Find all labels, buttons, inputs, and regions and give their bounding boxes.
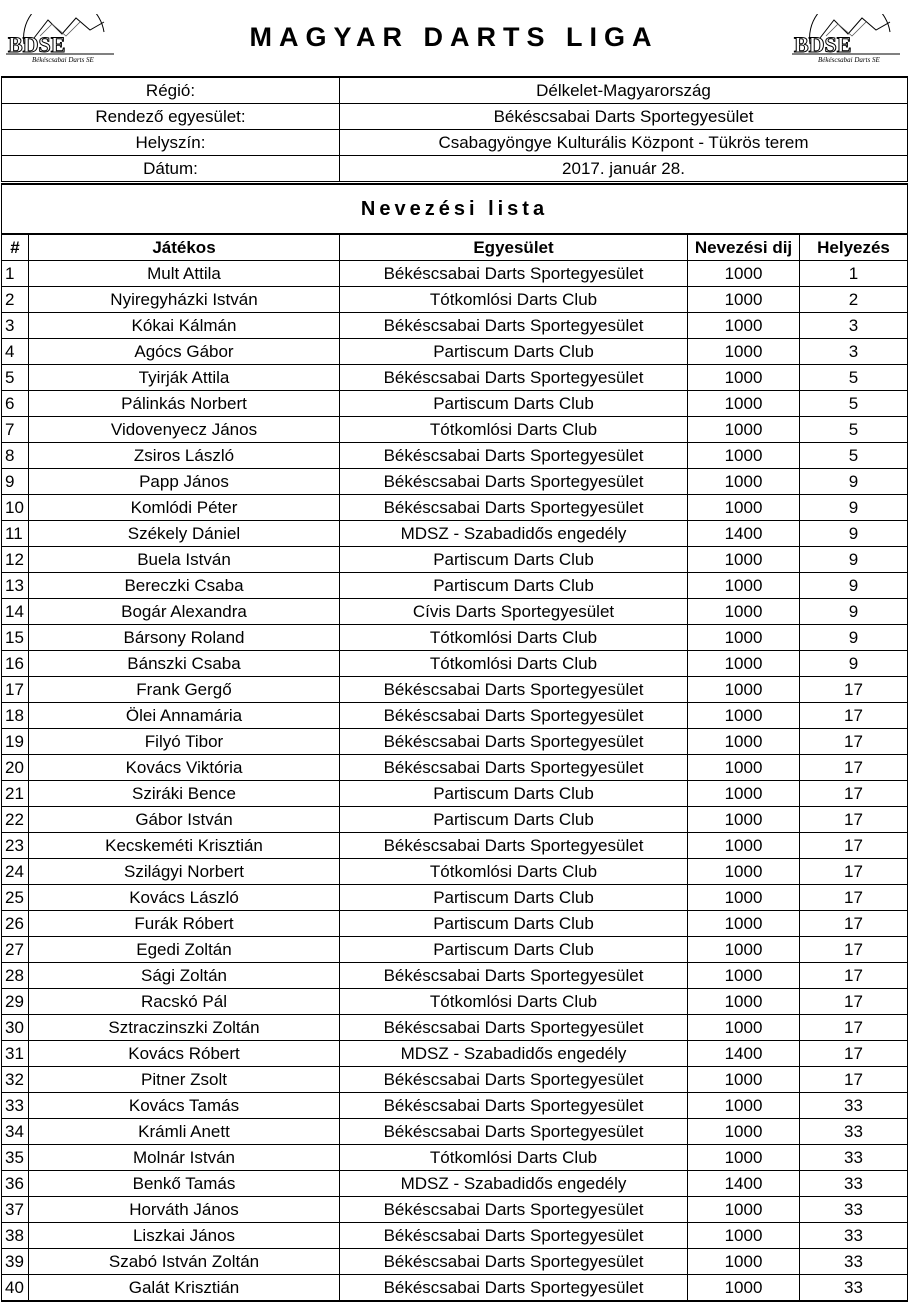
placement: 9 [800, 547, 908, 573]
table-row [2, 911, 908, 937]
placement: 17 [800, 1015, 908, 1041]
table-row [2, 339, 908, 365]
entry-fee: 1000 [688, 1249, 800, 1275]
column-header: # [2, 234, 29, 261]
player-name: Tyirják Attila [29, 365, 340, 391]
player-name: Bereczki Csaba [29, 573, 340, 599]
entry-fee: 1000 [688, 313, 800, 339]
table-row [2, 547, 908, 573]
player-name: Pálinkás Norbert [29, 391, 340, 417]
club-name: Partiscum Darts Club [340, 781, 688, 807]
club-name: Békéscsabai Darts Sportegyesület [340, 1197, 688, 1223]
entry-fee: 1000 [688, 859, 800, 885]
table-row [2, 1223, 908, 1249]
club-name: Békéscsabai Darts Sportegyesület [340, 963, 688, 989]
table-row [2, 1041, 908, 1067]
placement: 17 [800, 885, 908, 911]
club-name: Tótkomlósi Darts Club [340, 859, 688, 885]
rank-number: 29 [2, 989, 29, 1015]
placement: 17 [800, 989, 908, 1015]
club-name: MDSZ - Szabadidős engedély [340, 1041, 688, 1067]
entry-fee: 1000 [688, 703, 800, 729]
club-name: Békéscsabai Darts Sportegyesület [340, 1093, 688, 1119]
placement: 17 [800, 937, 908, 963]
table-row [2, 1067, 908, 1093]
entry-fee: 1000 [688, 599, 800, 625]
placement: 9 [800, 651, 908, 677]
entry-fee: 1000 [688, 911, 800, 937]
rank-number: 23 [2, 833, 29, 859]
player-name: Ölei Annamária [29, 703, 340, 729]
entry-fee: 1000 [688, 651, 800, 677]
table-row [2, 443, 908, 469]
player-name: Krámli Anett [29, 1119, 340, 1145]
player-name: Benkő Tamás [29, 1171, 340, 1197]
table-row [2, 937, 908, 963]
rank-number: 6 [2, 391, 29, 417]
placement: 1 [800, 261, 908, 287]
rank-number: 2 [2, 287, 29, 313]
club-name: Békéscsabai Darts Sportegyesület [340, 1223, 688, 1249]
entry-fee: 1000 [688, 755, 800, 781]
logo-caption: Békéscsabai Darts SE [818, 56, 880, 64]
table-row [2, 833, 908, 859]
club-name: Tótkomlósi Darts Club [340, 625, 688, 651]
entry-fee: 1000 [688, 365, 800, 391]
table-row [2, 807, 908, 833]
table-row [2, 599, 908, 625]
table-row [2, 989, 908, 1015]
rank-number: 30 [2, 1015, 29, 1041]
table-row [2, 469, 908, 495]
info-row [2, 156, 908, 182]
player-name: Buela István [29, 547, 340, 573]
club-name: Cívis Darts Sportegyesület [340, 599, 688, 625]
player-name: Nyiregyházki István [29, 287, 340, 313]
placement: 17 [800, 911, 908, 937]
placement: 33 [800, 1145, 908, 1171]
rank-number: 31 [2, 1041, 29, 1067]
table-row [2, 313, 908, 339]
entry-fee: 1000 [688, 573, 800, 599]
club-name: Partiscum Darts Club [340, 547, 688, 573]
player-name: Liszkai János [29, 1223, 340, 1249]
column-header: Helyezés [800, 234, 908, 261]
rank-number: 19 [2, 729, 29, 755]
player-name: Racskó Pál [29, 989, 340, 1015]
rank-number: 9 [2, 469, 29, 495]
player-name: Furák Róbert [29, 911, 340, 937]
player-name: Szabó István Zoltán [29, 1249, 340, 1275]
placement: 17 [800, 755, 908, 781]
placement: 3 [800, 313, 908, 339]
rank-number: 36 [2, 1171, 29, 1197]
club-name: Partiscum Darts Club [340, 885, 688, 911]
placement: 17 [800, 859, 908, 885]
player-name: Horváth János [29, 1197, 340, 1223]
table-row [2, 625, 908, 651]
entry-fee: 1000 [688, 287, 800, 313]
table-row [2, 651, 908, 677]
info-label: Rendező egyesület: [2, 104, 340, 130]
table-row [2, 1015, 908, 1041]
rank-number: 34 [2, 1119, 29, 1145]
player-name: Kecskeméti Krisztián [29, 833, 340, 859]
entry-fee: 1000 [688, 1015, 800, 1041]
player-name: Papp János [29, 469, 340, 495]
club-logo-right [790, 14, 902, 70]
placement: 33 [800, 1197, 908, 1223]
table-row [2, 1145, 908, 1171]
entry-fee: 1000 [688, 1145, 800, 1171]
entry-fee: 1000 [688, 625, 800, 651]
entry-fee: 1000 [688, 729, 800, 755]
club-name: Békéscsabai Darts Sportegyesület [340, 1249, 688, 1275]
club-name: Tótkomlósi Darts Club [340, 651, 688, 677]
rank-number: 8 [2, 443, 29, 469]
info-label: Dátum: [2, 156, 340, 182]
rank-number: 18 [2, 703, 29, 729]
table-row [2, 729, 908, 755]
club-name: Tótkomlósi Darts Club [340, 989, 688, 1015]
player-name: Agócs Gábor [29, 339, 340, 365]
rank-number: 4 [2, 339, 29, 365]
placement: 17 [800, 833, 908, 859]
rank-number: 25 [2, 885, 29, 911]
placement: 17 [800, 963, 908, 989]
info-row [2, 104, 908, 130]
entry-fee: 1000 [688, 989, 800, 1015]
club-name: Békéscsabai Darts Sportegyesület [340, 833, 688, 859]
entry-fee: 1000 [688, 937, 800, 963]
rank-number: 16 [2, 651, 29, 677]
player-name: Kovács Viktória [29, 755, 340, 781]
entry-fee: 1000 [688, 443, 800, 469]
entry-fee: 1000 [688, 1275, 800, 1302]
player-name: Kovács Tamás [29, 1093, 340, 1119]
table-row [2, 1197, 908, 1223]
player-name: Sztraczinszki Zoltán [29, 1015, 340, 1041]
player-name: Szilágyi Norbert [29, 859, 340, 885]
club-name: Partiscum Darts Club [340, 391, 688, 417]
player-name: Sziráki Bence [29, 781, 340, 807]
club-name: Tótkomlósi Darts Club [340, 287, 688, 313]
player-name: Székely Dániel [29, 521, 340, 547]
placement: 5 [800, 365, 908, 391]
table-row [2, 703, 908, 729]
player-name: Kovács Róbert [29, 1041, 340, 1067]
entry-fee: 1000 [688, 1223, 800, 1249]
rank-number: 26 [2, 911, 29, 937]
table-row [2, 495, 908, 521]
player-name: Bánszki Csaba [29, 651, 340, 677]
placement: 17 [800, 703, 908, 729]
player-name: Gábor István [29, 807, 340, 833]
player-name: Molnár István [29, 1145, 340, 1171]
logo-letters: BDSE [8, 32, 66, 57]
placement: 5 [800, 443, 908, 469]
placement: 17 [800, 1041, 908, 1067]
entry-fee: 1000 [688, 469, 800, 495]
placement: 3 [800, 339, 908, 365]
rank-number: 1 [2, 261, 29, 287]
info-value: Csabagyöngye Kulturális Központ - Tükrös terem [340, 130, 908, 156]
entry-fee: 1000 [688, 1197, 800, 1223]
info-value: 2017. január 28. [340, 156, 908, 182]
club-name: Békéscsabai Darts Sportegyesület [340, 755, 688, 781]
club-name: Partiscum Darts Club [340, 573, 688, 599]
rank-number: 39 [2, 1249, 29, 1275]
rank-number: 7 [2, 417, 29, 443]
entry-fee: 1000 [688, 547, 800, 573]
club-name: Békéscsabai Darts Sportegyesület [340, 703, 688, 729]
rank-number: 5 [2, 365, 29, 391]
rank-number: 21 [2, 781, 29, 807]
placement: 17 [800, 1067, 908, 1093]
player-name: Frank Gergő [29, 677, 340, 703]
club-name: Békéscsabai Darts Sportegyesület [340, 365, 688, 391]
player-name: Sági Zoltán [29, 963, 340, 989]
entry-list-title: Nevezési lista [1, 183, 908, 233]
club-name: Partiscum Darts Club [340, 911, 688, 937]
info-row [2, 77, 908, 104]
rank-number: 22 [2, 807, 29, 833]
entry-fee: 1000 [688, 781, 800, 807]
club-name: Békéscsabai Darts Sportegyesület [340, 261, 688, 287]
placement: 33 [800, 1119, 908, 1145]
column-header: Nevezési dij [688, 234, 800, 261]
rank-number: 14 [2, 599, 29, 625]
table-header-row [2, 234, 908, 261]
placement: 33 [800, 1249, 908, 1275]
table-row [2, 365, 908, 391]
table-row [2, 755, 908, 781]
table-row [2, 1119, 908, 1145]
club-name: Békéscsabai Darts Sportegyesület [340, 495, 688, 521]
placement: 9 [800, 625, 908, 651]
placement: 17 [800, 807, 908, 833]
player-name: Kovács László [29, 885, 340, 911]
placement: 17 [800, 729, 908, 755]
logo-caption: Békéscsabai Darts SE [32, 56, 94, 64]
info-value: Békéscsabai Darts Sportegyesület [340, 104, 908, 130]
table-row [2, 1093, 908, 1119]
club-name: Partiscum Darts Club [340, 339, 688, 365]
club-name: MDSZ - Szabadidős engedély [340, 1171, 688, 1197]
entry-fee: 1000 [688, 495, 800, 521]
info-value: Délkelet-Magyarország [340, 77, 908, 104]
placement: 9 [800, 469, 908, 495]
club-name: Tótkomlósi Darts Club [340, 1145, 688, 1171]
table-row [2, 1275, 908, 1302]
club-name: Békéscsabai Darts Sportegyesület [340, 677, 688, 703]
placement: 5 [800, 391, 908, 417]
table-row [2, 391, 908, 417]
entry-fee: 1400 [688, 1171, 800, 1197]
rank-number: 40 [2, 1275, 29, 1302]
rank-number: 15 [2, 625, 29, 651]
club-name: Partiscum Darts Club [340, 807, 688, 833]
player-name: Komlódi Péter [29, 495, 340, 521]
entry-fee: 1000 [688, 1119, 800, 1145]
rank-number: 32 [2, 1067, 29, 1093]
column-header: Játékos [29, 234, 340, 261]
placement: 33 [800, 1093, 908, 1119]
table-row [2, 261, 908, 287]
entry-fee: 1000 [688, 261, 800, 287]
table-row [2, 885, 908, 911]
rank-number: 11 [2, 521, 29, 547]
rank-number: 27 [2, 937, 29, 963]
club-name: Partiscum Darts Club [340, 937, 688, 963]
rank-number: 10 [2, 495, 29, 521]
entry-fee: 1000 [688, 1093, 800, 1119]
rank-number: 35 [2, 1145, 29, 1171]
rank-number: 13 [2, 573, 29, 599]
table-row [2, 521, 908, 547]
table-row [2, 287, 908, 313]
placement: 33 [800, 1171, 908, 1197]
placement: 2 [800, 287, 908, 313]
rank-number: 38 [2, 1223, 29, 1249]
page-header [0, 0, 908, 76]
column-header: Egyesület [340, 234, 688, 261]
rank-number: 24 [2, 859, 29, 885]
page-title: MAGYAR DARTS LIGA [249, 22, 659, 52]
placement: 33 [800, 1275, 908, 1302]
rank-number: 17 [2, 677, 29, 703]
club-name: Békéscsabai Darts Sportegyesület [340, 313, 688, 339]
table-row [2, 859, 908, 885]
placement: 9 [800, 599, 908, 625]
entry-list-table [1, 233, 908, 1302]
event-info-table [1, 76, 908, 182]
player-name: Filyó Tibor [29, 729, 340, 755]
player-name: Mult Attila [29, 261, 340, 287]
club-name: Békéscsabai Darts Sportegyesület [340, 1119, 688, 1145]
table-row [2, 677, 908, 703]
rank-number: 28 [2, 963, 29, 989]
placement: 9 [800, 521, 908, 547]
placement: 17 [800, 781, 908, 807]
table-row [2, 1171, 908, 1197]
placement: 33 [800, 1223, 908, 1249]
placement: 5 [800, 417, 908, 443]
rank-number: 20 [2, 755, 29, 781]
rank-number: 37 [2, 1197, 29, 1223]
entry-fee: 1000 [688, 833, 800, 859]
entry-fee: 1000 [688, 1067, 800, 1093]
entry-fee: 1400 [688, 521, 800, 547]
info-label: Helyszín: [2, 130, 340, 156]
club-name: Békéscsabai Darts Sportegyesület [340, 1275, 688, 1302]
entry-fee: 1000 [688, 417, 800, 443]
entry-fee: 1000 [688, 339, 800, 365]
player-name: Egedi Zoltán [29, 937, 340, 963]
entry-fee: 1000 [688, 391, 800, 417]
club-name: MDSZ - Szabadidős engedély [340, 521, 688, 547]
info-label: Régió: [2, 77, 340, 104]
club-name: Békéscsabai Darts Sportegyesület [340, 1067, 688, 1093]
table-row [2, 781, 908, 807]
club-name: Békéscsabai Darts Sportegyesület [340, 729, 688, 755]
placement: 9 [800, 495, 908, 521]
player-name: Vidovenyecz János [29, 417, 340, 443]
player-name: Kókai Kálmán [29, 313, 340, 339]
club-name: Békéscsabai Darts Sportegyesület [340, 469, 688, 495]
table-row [2, 573, 908, 599]
rank-number: 33 [2, 1093, 29, 1119]
placement: 17 [800, 677, 908, 703]
entry-fee: 1000 [688, 677, 800, 703]
table-row [2, 417, 908, 443]
table-row [2, 1249, 908, 1275]
player-name: Bársony Roland [29, 625, 340, 651]
club-name: Békéscsabai Darts Sportegyesület [340, 1015, 688, 1041]
info-row [2, 130, 908, 156]
player-name: Galát Krisztián [29, 1275, 340, 1302]
entry-fee: 1000 [688, 807, 800, 833]
entry-fee: 1000 [688, 885, 800, 911]
logo-letters: BDSE [794, 32, 852, 57]
club-name: Békéscsabai Darts Sportegyesület [340, 443, 688, 469]
rank-number: 12 [2, 547, 29, 573]
player-name: Zsiros László [29, 443, 340, 469]
table-row [2, 963, 908, 989]
entry-fee: 1400 [688, 1041, 800, 1067]
placement: 9 [800, 573, 908, 599]
player-name: Bogár Alexandra [29, 599, 340, 625]
player-name: Pitner Zsolt [29, 1067, 340, 1093]
rank-number: 3 [2, 313, 29, 339]
club-name: Tótkomlósi Darts Club [340, 417, 688, 443]
entry-fee: 1000 [688, 963, 800, 989]
